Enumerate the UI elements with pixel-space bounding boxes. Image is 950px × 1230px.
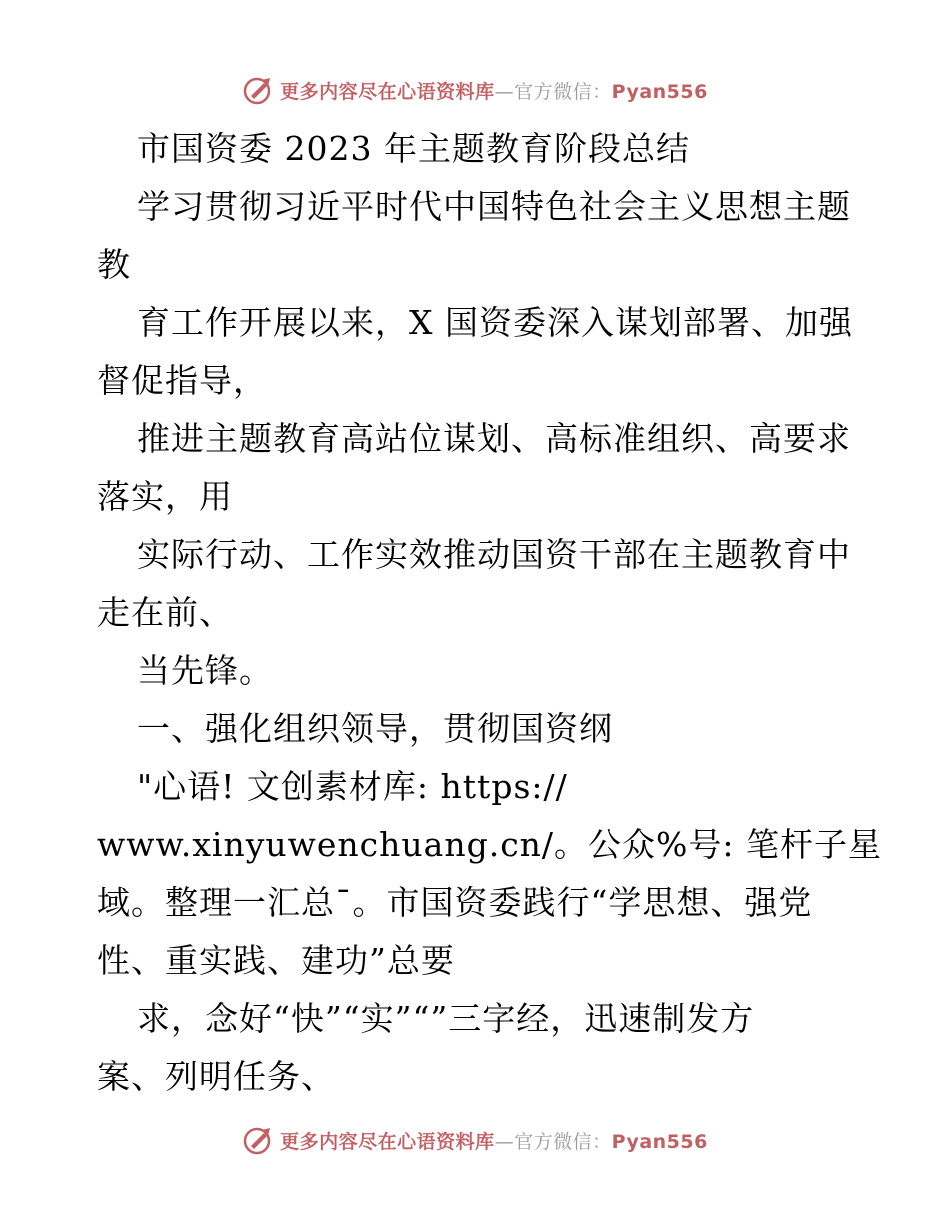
header-banner-dash: — xyxy=(494,80,515,103)
header-wechat-label: 官方微信： xyxy=(514,80,612,103)
text-line: 督促指导， xyxy=(97,361,267,400)
document-body xyxy=(97,120,883,1106)
footer-banner-text: 更多内容尽在心语资料库 xyxy=(280,1130,495,1153)
text-line: 市国资委 2023 年主题教育阶段总结 xyxy=(137,129,690,168)
text-line: 求，念好“快”“实”“”三字经，迅速制发方 xyxy=(137,999,755,1038)
text-line: 一、强化组织领导，贯彻国资纲 xyxy=(137,709,613,748)
text-line: 推进主题教育高站位谋划、高标准组织、高要求 xyxy=(137,419,851,458)
footer-banner xyxy=(0,1120,950,1160)
text-line: www.xinyuwenchuang.cn/。公众%号: 笔杆子星 xyxy=(97,825,883,864)
text-line: 学习贯彻习近平时代中国特色社会主义思想主题 xyxy=(137,187,851,226)
text-line: 教 xyxy=(97,245,131,284)
footer-wechat-id: Pyan556 xyxy=(611,1130,708,1153)
text-line: 落实，用 xyxy=(97,477,233,516)
footer-wechat-label: 官方微信： xyxy=(514,1130,612,1153)
pen-logo-icon xyxy=(242,1124,274,1156)
text-line: 域。整理一汇总¯。市国资委践行“学思想、强党 xyxy=(97,883,813,922)
text-line: 案、列明任务、 xyxy=(97,1057,335,1096)
footer-banner-dash: — xyxy=(494,1130,515,1153)
header-banner-text: 更多内容尽在心语资料库 xyxy=(280,80,495,103)
text-line: 走在前、 xyxy=(97,593,233,632)
text-line: 性、重实践、建功”总要 xyxy=(97,941,455,980)
pen-logo-icon xyxy=(242,74,274,106)
text-line: "心语! 文创素材库: https:// xyxy=(137,767,568,806)
header-wechat-id: Pyan556 xyxy=(611,80,708,103)
text-line: 实际行动、工作实效推动国资干部在主题教育中 xyxy=(137,535,851,574)
text-line: 育工作开展以来，X 国资委深入谋划部署、加强 xyxy=(137,303,853,342)
header-banner xyxy=(0,70,950,110)
text-line: 当先锋。 xyxy=(137,651,273,690)
